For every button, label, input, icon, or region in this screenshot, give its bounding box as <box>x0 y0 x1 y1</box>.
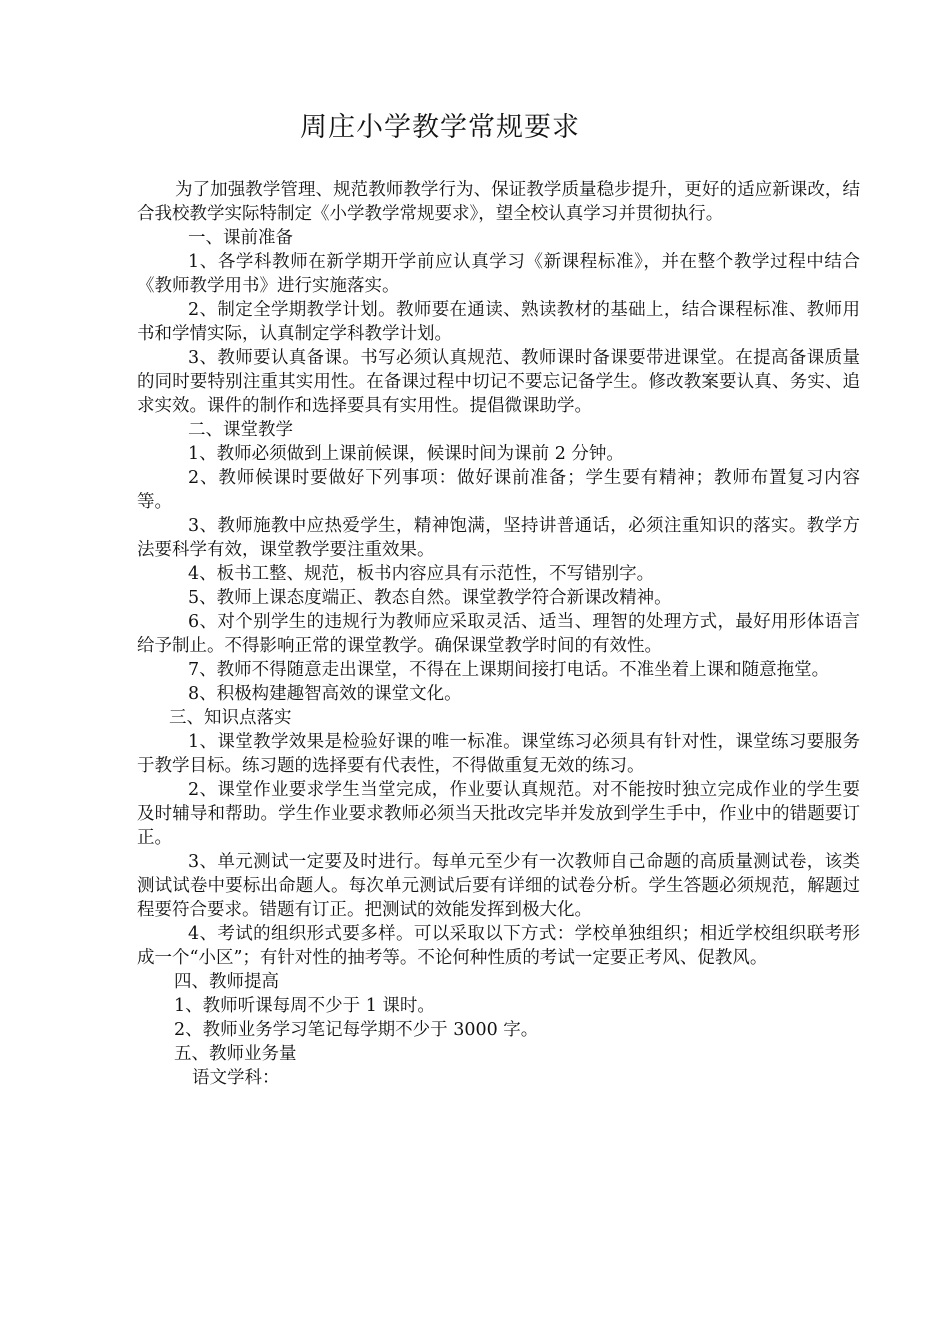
section-item: 3、教师要认真备课。书写必须认真规范、教师课时备课要带进课堂。在提高备课质量的同时要特别注重其实用性。在备课过程中切记不要忘记备学生。修改教案要认真、务实、追求实效。课件的制作和选择要具有实用性。提倡微课助学。 <box>137 348 860 416</box>
section-item: 3、教师施教中应热爱学生，精神饱满，坚持讲普通话，必须注重知识的落实。教学方法要科学有效，课堂教学要注重效果。 <box>137 516 860 560</box>
section-item: 8、积极构建趣智高效的课堂文化。 <box>188 684 462 704</box>
section-item: 4、板书工整、规范，板书内容应具有示范性，不写错别字。 <box>188 564 655 584</box>
section-item: 7、教师不得随意走出课堂，不得在上课期间接打电话。不准坐着上课和随意拖堂。 <box>188 660 830 680</box>
document-body <box>137 178 860 1090</box>
document-title: 周庄小学教学常规要求 <box>300 112 580 143</box>
section-item: 1、教师听课每周不少于 1 课时。 <box>174 996 435 1016</box>
section-heading: 五、教师业务量 <box>174 1044 297 1064</box>
section-item: 4、考试的组织形式要多样。可以采取以下方式：学校单独组织；相近学校组织联考形成一个“小区”；有针对性的抽考等。不论何种性质的考试一定要正考风、促教风。 <box>137 924 860 968</box>
section-item: 1、各学科教师在新学期开学前应认真学习《新课程标准》，并在整个教学过程中结合《教师教学用书》进行实施落实。 <box>137 252 860 296</box>
section-item: 1、课堂教学效果是检验好课的唯一标准。课堂练习必须具有针对性，课堂练习要服务于教学目标。练习题的选择要有代表性，不得做重复无效的练习。 <box>137 732 860 776</box>
section-item: 1、教师必须做到上课前候课，候课时间为课前 2 分钟。 <box>188 444 624 464</box>
section-item: 2、教师候课时要做好下列事项：做好课前准备；学生要有精神；教师布置复习内容等。 <box>137 468 860 512</box>
section-heading: 一、课前准备 <box>188 228 293 248</box>
intro-paragraph: 为了加强教学管理、规范教师教学行为、保证教学质量稳步提升，更好的适应新课改，结合我校教学实际特制定《小学教学常规要求》，望全校认真学习并贯彻执行。 <box>137 180 860 224</box>
section-item: 3、单元测试一定要及时进行。每单元至少有一次教师自己命题的高质量测试卷，该类测试试卷中要标出命题人。每次单元测试后要有详细的试卷分析。学生答题必须规范，解题过程要符合要求。错题有订正。把测试的效能发挥到极大化。 <box>137 852 860 920</box>
section-item: 2、教师业务学习笔记每学期不少于 3000 字。 <box>174 1020 539 1040</box>
section-heading: 三、知识点落实 <box>169 708 292 728</box>
section-item: 6、对个别学生的违规行为教师应采取灵活、适当、理智的处理方式，最好用形体语言给予制止。不得影响正常的课堂教学。确保课堂教学时间的有效性。 <box>137 612 860 656</box>
section-item: 2、课堂作业要求学生当堂完成，作业要认真规范。对不能按时独立完成作业的学生要及时辅导和帮助。学生作业要求教师必须当天批改完毕并发放到学生手中，作业中的错题要订正。 <box>137 780 860 848</box>
section-item: 5、教师上课态度端正、教态自然。课堂教学符合新课改精神。 <box>188 588 672 608</box>
section-heading: 四、教师提高 <box>174 972 279 992</box>
section-heading: 二、课堂教学 <box>188 420 293 440</box>
subsection-label: 语文学科： <box>192 1068 280 1088</box>
section-item: 2、制定全学期教学计划。教师要在通读、熟读教材的基础上，结合课程标准、教师用书和学情实际，认真制定学科教学计划。 <box>137 300 860 344</box>
